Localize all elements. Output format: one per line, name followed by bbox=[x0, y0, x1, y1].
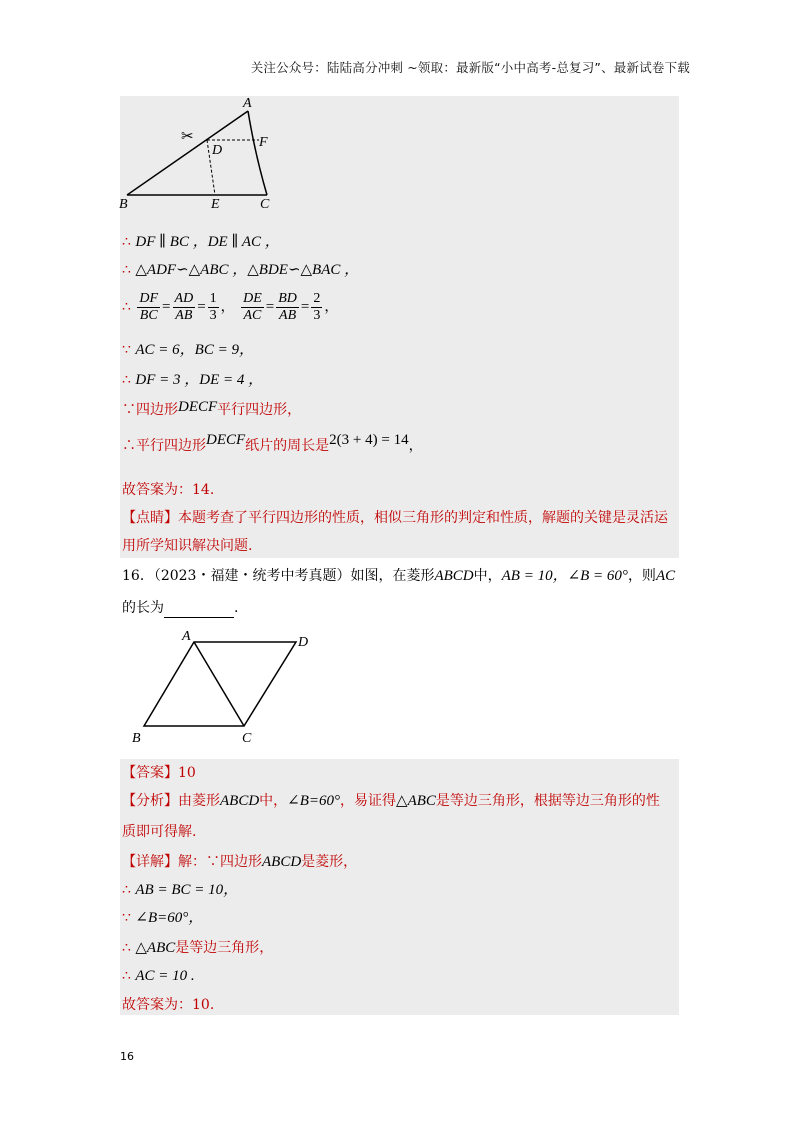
sol1-answer: 故答案为：14. bbox=[122, 482, 215, 498]
scissors-icon: ✂ bbox=[181, 129, 194, 145]
svg-text:E: E bbox=[211, 197, 220, 212]
sol1-line2: ∴ △ADF∽△ABC ，△BDE∽△BAC ， bbox=[122, 262, 360, 278]
svg-text:C: C bbox=[260, 197, 270, 212]
question-16-line1: 16．（2023・福建・统考中考真题）如图，在菱形ABCD中，AB = 10，∠B = 60°，则AC bbox=[122, 568, 676, 584]
svg-text:B: B bbox=[132, 731, 141, 746]
page-number: 16 bbox=[120, 1050, 134, 1063]
sol1-line7: ∴平行四边形DECF纸片的周长是2(3 + 4) = 14， bbox=[122, 432, 423, 454]
svg-text:B: B bbox=[119, 197, 128, 212]
sol2-final: 故答案为：10. bbox=[122, 997, 215, 1013]
sol1-comment-cont: 用所学知识解决问题. bbox=[122, 538, 253, 554]
sol2-d2: ∵ ∠B=60°， bbox=[122, 910, 204, 926]
sol2-analysis: 【分析】由菱形ABCD中，∠B=60°，易证得△ABC是等边三角形，根据等边三角形的性 bbox=[122, 793, 660, 809]
sol1-line1: ∴ DF ∥ BC ，DE ∥ AC ， bbox=[122, 234, 280, 250]
sol2-d4: ∴ AC = 10 . bbox=[122, 968, 195, 984]
sol2-d1: ∴ AB = BC = 10， bbox=[122, 882, 239, 898]
sol2-d3: ∴ △ABC是等边三角形， bbox=[122, 940, 274, 956]
svg-text:F: F bbox=[259, 135, 268, 150]
triangle-figure bbox=[115, 94, 285, 214]
svg-text:A: A bbox=[182, 629, 191, 644]
sol1-line6: ∵四边形DECF平行四边形， bbox=[122, 399, 302, 418]
svg-text:A: A bbox=[243, 96, 252, 111]
answer-blank[interactable] bbox=[164, 603, 234, 618]
svg-text:D: D bbox=[298, 635, 309, 650]
question-16-line2: 的长为 . bbox=[122, 600, 239, 616]
sol1-comment: 【点睛】本题考查了平行四边形的性质，相似三角形的判定和性质，解题的关键是灵活运 bbox=[122, 510, 668, 526]
svg-text:C: C bbox=[242, 731, 252, 746]
svg-text:D: D bbox=[212, 143, 223, 158]
sol2-analysis-cont: 质即可得解. bbox=[122, 824, 197, 840]
sol1-line5: ∴ DF = 3 ，DE = 4 ， bbox=[122, 372, 264, 388]
page-header: 关注公众号：陆陆高分冲刺 ~领取：最新版“小中高考-总复习”、最新试卷下载 bbox=[250, 60, 690, 75]
sol1-line4: ∵ AC = 6，BC = 9， bbox=[122, 342, 254, 358]
sol2-detail: 【详解】解：∵四边形ABCD是菱形， bbox=[122, 854, 358, 870]
rhombus-figure bbox=[128, 626, 328, 748]
sol2-answer: 【答案】10 bbox=[122, 765, 196, 781]
sol1-line3: ∴ $\frac{DF}{BC}$ = $\frac{AD}{AB}$ = $\frac{1}{3}$ ， $\frac{DE}{AC}$ = $\frac{BD}{AB}$ = $\frac{2}{3}$ ， bbox=[122, 290, 339, 323]
